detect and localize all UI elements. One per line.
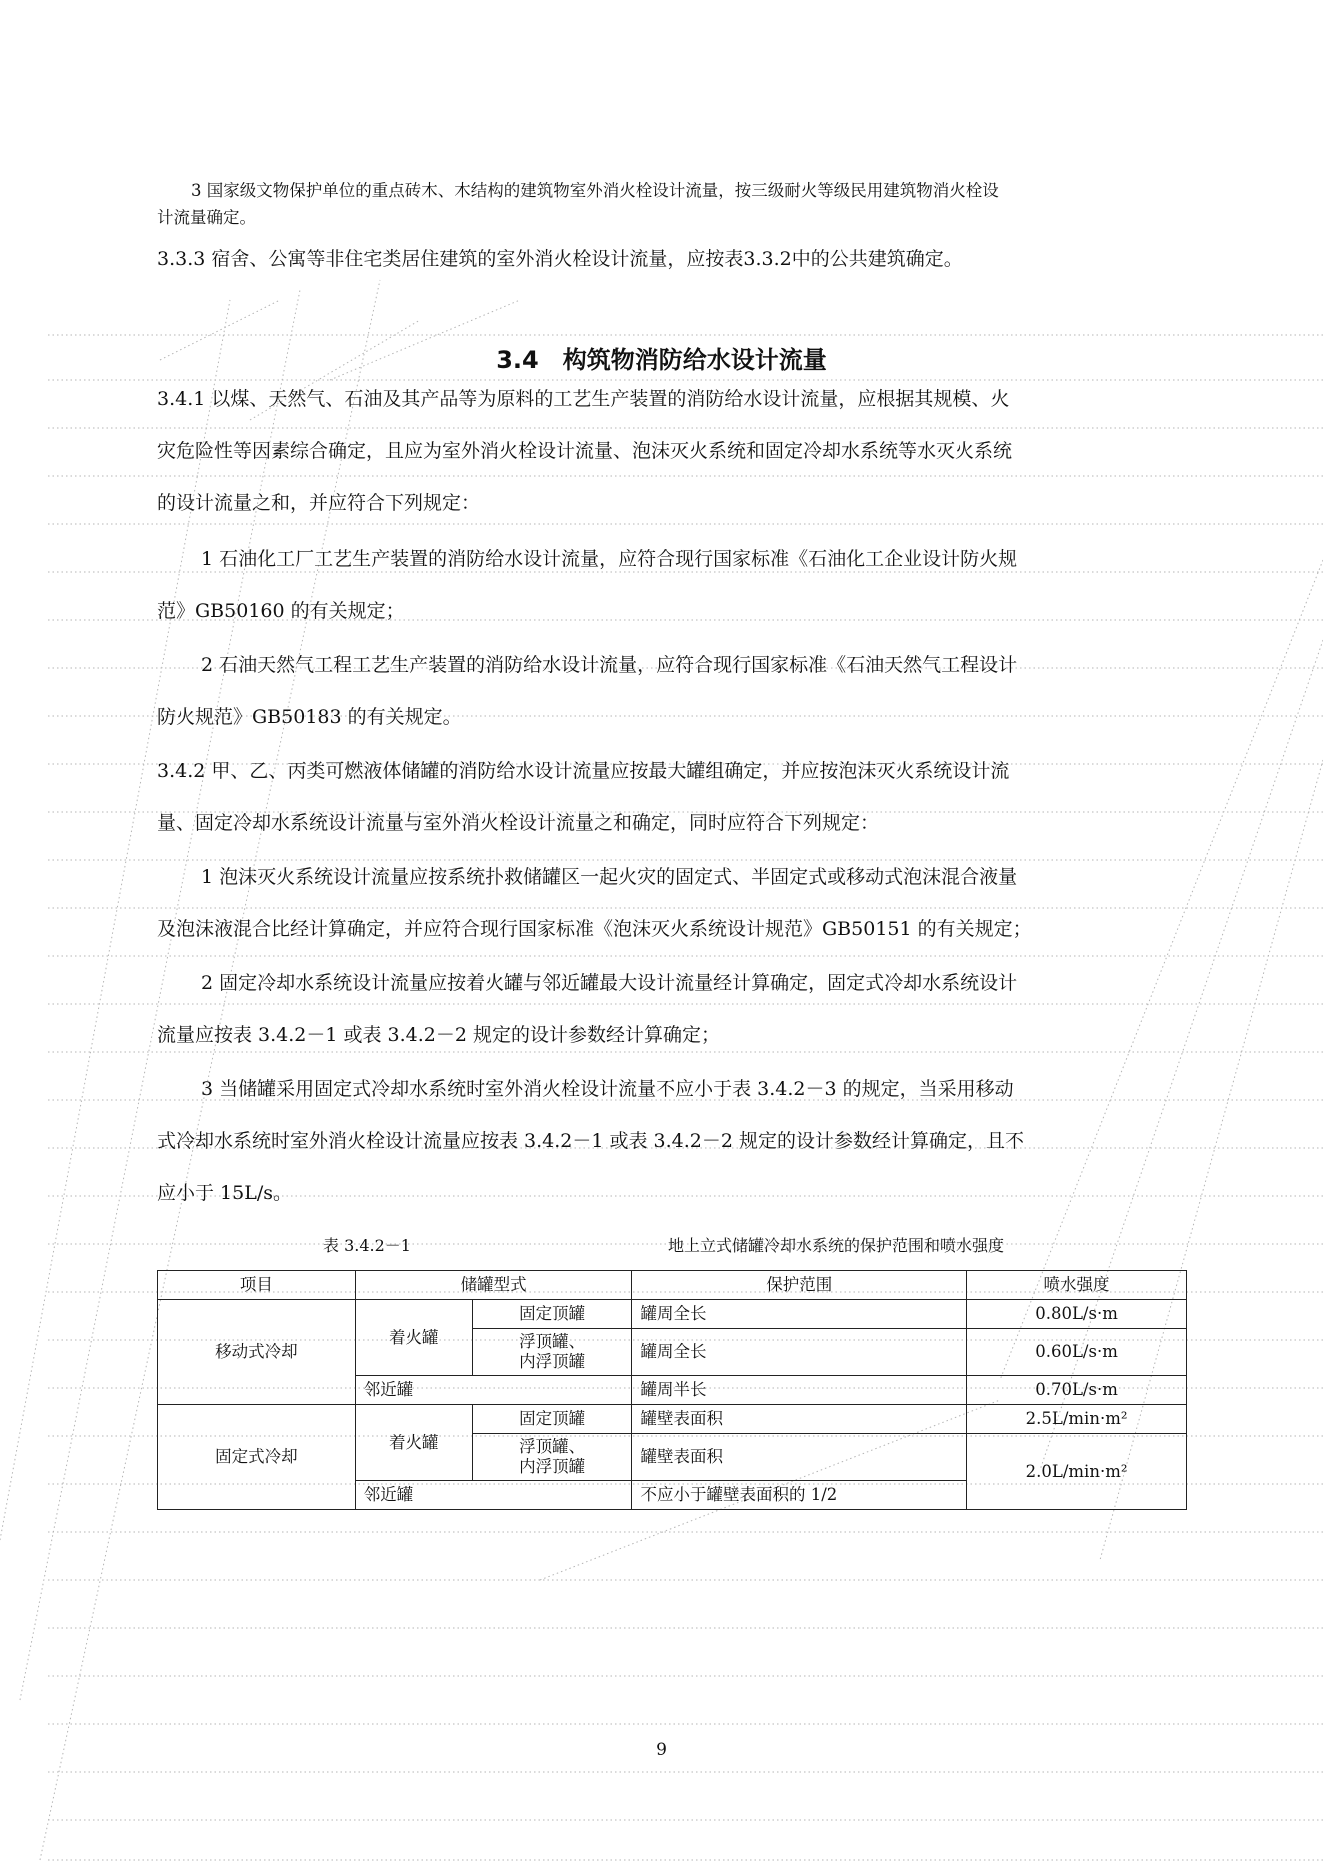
header-cell: 喷水强度 bbox=[967, 1271, 1187, 1300]
tank-type-cell bbox=[472, 1434, 632, 1481]
clause-3-4-1-line: 灾危险性等因素综合确定，且应为室外消火栓设计流量、泡沫灭火系统和固定冷却水系统等水灭火系统 bbox=[157, 440, 1013, 462]
table-row bbox=[158, 1405, 1187, 1434]
tank-cell: 邻近罐 bbox=[355, 1481, 632, 1510]
tank-type-cell: 固定顶罐 bbox=[472, 1300, 632, 1329]
tank-cell: 着火罐 bbox=[355, 1300, 472, 1376]
range-cell: 罐周全长 bbox=[632, 1300, 967, 1329]
cooling-table bbox=[157, 1270, 1187, 1510]
tank-type-cell: 固定顶罐 bbox=[472, 1405, 632, 1434]
clause-3-4-2-item-2: 2 固定冷却水系统设计流量应按着火罐与邻近罐最大设计流量经计算确定，固定式冷却水系统设计 bbox=[201, 972, 1018, 994]
clause-3-4-2-line: 3.4.2 甲、乙、丙类可燃液体储罐的消防给水设计流量应按最大罐组确定，并应按泡沫灭火系统设计流 bbox=[157, 760, 1010, 782]
clause-3-4-2-item-1: 及泡沫液混合比经计算确定，并应符合现行国家标准《泡沫灭火系统设计规范》GB50151 的有关规定； bbox=[157, 918, 1032, 940]
tank-type-line: 内浮顶罐 bbox=[519, 1457, 586, 1476]
range-cell: 不应小于罐壁表面积的 1/2 bbox=[632, 1481, 967, 1510]
table-title: 地上立式储罐冷却水系统的保护范围和喷水强度 bbox=[668, 1236, 1005, 1255]
tank-type-line: 内浮顶罐 bbox=[519, 1352, 586, 1371]
clause-3-4-2-item-1: 1 泡沫灭火系统设计流量应按系统扑救储罐区一起火灾的固定式、半固定式或移动式泡沫混合液量 bbox=[201, 866, 1018, 888]
clause-3-4-1-item-2: 2 石油天然气工程工艺生产装置的消防给水设计流量，应符合现行国家标准《石油天然气工程设计 bbox=[201, 654, 1018, 676]
clause-3-3-3: 3.3.3 宿舍、公寓等非住宅类居住建筑的室外消火栓设计流量，应按表3.3.2中的公共建筑确定。 bbox=[157, 248, 963, 270]
intensity-cell: 2.5L/min·m² bbox=[967, 1405, 1187, 1434]
table-number: 表 3.4.2－1 bbox=[323, 1236, 411, 1255]
clause-3-4-1-item-2: 防火规范》GB50183 的有关规定。 bbox=[157, 706, 462, 728]
clause-3-4-2-item-3: 式冷却水系统时室外消火栓设计流量应按表 3.4.2－1 或表 3.4.2－2 规定的设计参数经计算确定，且不 bbox=[157, 1130, 1025, 1152]
category-cell: 固定式冷却 bbox=[158, 1405, 356, 1510]
paragraph-line: 3 国家级文物保护单位的重点砖木、木结构的建筑物室外消火栓设计流量，按三级耐火等级民用建筑物消火栓设 bbox=[191, 181, 999, 200]
section-heading: 3.4 构筑物消防给水设计流量 bbox=[496, 346, 827, 374]
table-header-row bbox=[158, 1271, 1187, 1300]
clause-3-4-1-line: 的设计流量之和，并应符合下列规定： bbox=[157, 492, 481, 514]
intensity-cell: 0.60L/s·m bbox=[967, 1329, 1187, 1376]
header-cell: 储罐型式 bbox=[355, 1271, 632, 1300]
table-row bbox=[158, 1300, 1187, 1329]
header-cell: 保护范围 bbox=[632, 1271, 967, 1300]
range-cell: 罐周全长 bbox=[632, 1329, 967, 1376]
paragraph-line: 计流量确定。 bbox=[157, 208, 256, 227]
intensity-cell: 0.80L/s·m bbox=[967, 1300, 1187, 1329]
category-cell: 移动式冷却 bbox=[158, 1300, 356, 1405]
tank-cell: 邻近罐 bbox=[355, 1376, 632, 1405]
tank-type-cell bbox=[472, 1329, 632, 1376]
clause-3-4-2-item-3: 应小于 15L/s。 bbox=[157, 1182, 292, 1204]
tank-type-line: 浮顶罐、 bbox=[519, 1437, 586, 1456]
clause-3-4-2-line: 量、固定冷却水系统设计流量与室外消火栓设计流量之和确定，同时应符合下列规定： bbox=[157, 812, 880, 834]
range-cell: 罐壁表面积 bbox=[632, 1405, 967, 1434]
range-cell: 罐壁表面积 bbox=[632, 1434, 967, 1481]
tank-cell: 着火罐 bbox=[355, 1405, 472, 1481]
clause-3-4-1-item-1: 1 石油化工厂工艺生产装置的消防给水设计流量，应符合现行国家标准《石油化工企业设计防火规 bbox=[201, 548, 1018, 570]
range-cell: 罐周半长 bbox=[632, 1376, 967, 1405]
clause-3-4-1-line: 3.4.1 以煤、天然气、石油及其产品等为原料的工艺生产装置的消防给水设计流量，应根据其规模、火 bbox=[157, 388, 1010, 410]
header-cell: 项目 bbox=[158, 1271, 356, 1300]
clause-3-4-2-item-3: 3 当储罐采用固定式冷却水系统时室外消火栓设计流量不应小于表 3.4.2－3 的规定，当采用移动 bbox=[201, 1078, 1014, 1100]
intensity-cell: 2.0L/min·m² bbox=[967, 1434, 1187, 1510]
clause-3-4-1-item-1: 范》GB50160 的有关规定； bbox=[157, 600, 405, 622]
tank-type-line: 浮顶罐、 bbox=[519, 1332, 586, 1351]
page-number: 9 bbox=[656, 1740, 667, 1760]
intensity-cell: 0.70L/s·m bbox=[967, 1376, 1187, 1405]
clause-3-4-2-item-2: 流量应按表 3.4.2－1 或表 3.4.2－2 规定的设计参数经计算确定； bbox=[157, 1024, 721, 1046]
